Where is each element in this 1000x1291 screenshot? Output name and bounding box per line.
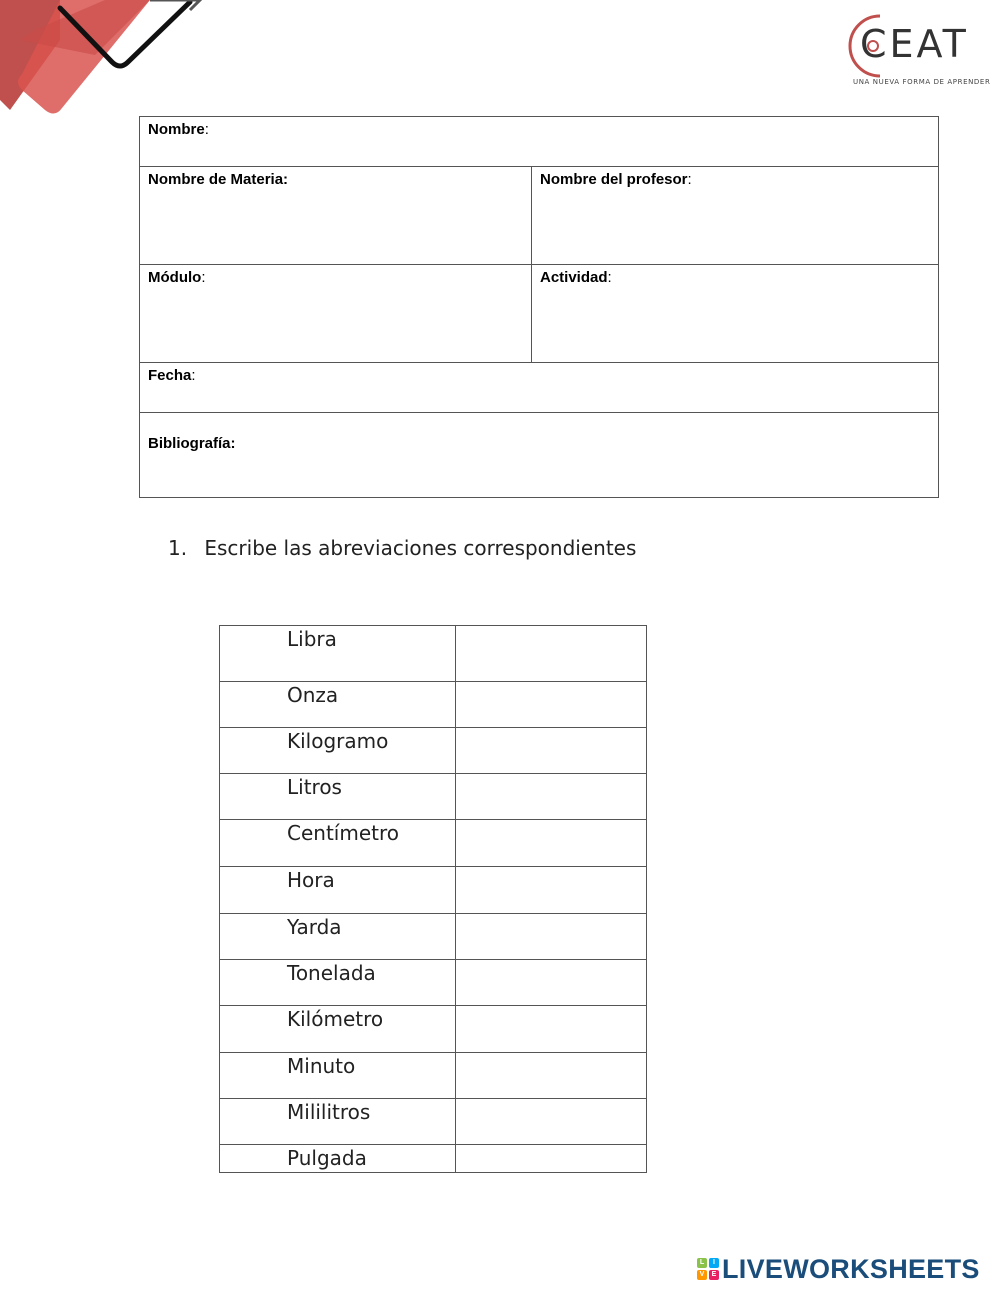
- term-cell: Minuto: [220, 1053, 456, 1099]
- field-materia[interactable]: Nombre de Materia:: [140, 167, 532, 265]
- term-cell: Mililitros: [220, 1099, 456, 1145]
- liveworksheets-blocks-icon: L I V E: [697, 1258, 719, 1280]
- answer-input[interactable]: [456, 1099, 647, 1145]
- term-cell: Kilómetro: [220, 1006, 456, 1053]
- answer-input[interactable]: [456, 1145, 647, 1173]
- answer-input[interactable]: [456, 1053, 647, 1099]
- answer-input[interactable]: [456, 774, 647, 820]
- field-profesor[interactable]: Nombre del profesor:: [532, 167, 939, 265]
- logo-tagline: UNA NUEVA FORMA DE APRENDER: [853, 78, 991, 86]
- field-nombre[interactable]: Nombre:: [140, 117, 939, 167]
- term-cell: Yarda: [220, 914, 456, 960]
- term-cell: Libra: [220, 626, 456, 682]
- answer-input[interactable]: [456, 960, 647, 1006]
- logo-text: CEAT: [860, 22, 969, 66]
- answer-input[interactable]: [456, 867, 647, 914]
- field-bibliografia[interactable]: Bibliografía:: [140, 413, 939, 498]
- answer-input[interactable]: [456, 626, 647, 682]
- instruction-number: 1.: [168, 536, 188, 560]
- term-cell: Centímetro: [220, 820, 456, 867]
- student-info-form: [139, 116, 939, 498]
- liveworksheets-text: LIVEWORKSHEETS: [722, 1253, 980, 1284]
- answer-input[interactable]: [456, 914, 647, 960]
- field-modulo[interactable]: Módulo:: [140, 265, 532, 363]
- term-cell: Litros: [220, 774, 456, 820]
- term-cell: Onza: [220, 682, 456, 728]
- term-cell: Pulgada: [220, 1145, 456, 1173]
- instruction-text: Escribe las abreviaciones correspondientes: [204, 536, 637, 560]
- answer-input[interactable]: [456, 820, 647, 867]
- instruction-1: [168, 536, 636, 560]
- abbreviation-table: [219, 625, 647, 1173]
- field-fecha[interactable]: Fecha:: [140, 363, 939, 413]
- liveworksheets-watermark: [697, 1252, 980, 1286]
- answer-input[interactable]: [456, 728, 647, 774]
- corner-decoration: [0, 0, 220, 130]
- term-cell: Tonelada: [220, 960, 456, 1006]
- answer-input[interactable]: [456, 682, 647, 728]
- term-cell: Hora: [220, 867, 456, 914]
- field-actividad[interactable]: Actividad:: [532, 265, 939, 363]
- answer-input[interactable]: [456, 1006, 647, 1053]
- term-cell: Kilogramo: [220, 728, 456, 774]
